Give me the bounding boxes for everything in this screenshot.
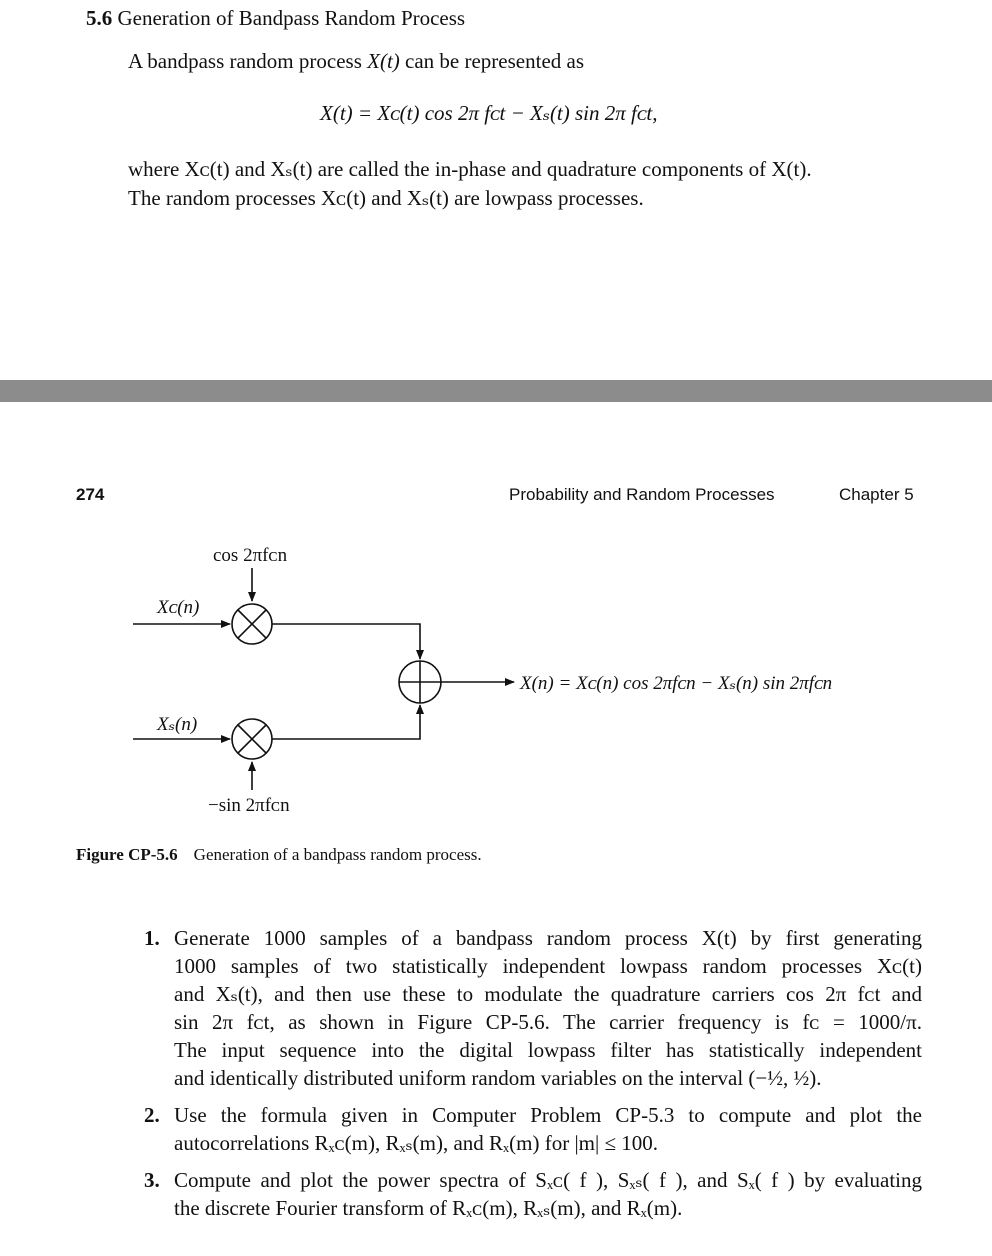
carrier-label-top: cos 2πfᴄn xyxy=(213,545,288,566)
input-label-top: Xᴄ(n) xyxy=(157,597,200,618)
section-title: Generation of Bandpass Random Process xyxy=(117,6,466,30)
problem-number: 2. xyxy=(144,1103,160,1127)
problem-list xyxy=(144,924,922,1231)
where-paragraph-line-1: where Xᴄ(t) and Xₛ(t) are called the in-phase and quadrature components of X(t). xyxy=(128,157,812,181)
problem-line: and Xₛ(t), and then use these to modulate the quadrature carriers cos 2π fᴄt and xyxy=(174,982,922,1006)
problem-number: 1. xyxy=(144,926,160,950)
intro-variable: X(t) xyxy=(367,49,400,73)
running-title: Probability and Random Processes xyxy=(509,485,775,504)
problem-line: Compute and plot the power spectra of Sₓᴄ( f ), Sₓₛ( f ), and Sₓ( f ) by evaluating xyxy=(174,1168,922,1192)
chapter-label: Chapter 5 xyxy=(839,485,914,504)
input-label-bottom: Xₛ(n) xyxy=(157,714,198,735)
caption-text: Generation of a bandpass random process. xyxy=(193,845,482,864)
problem-line: Use the formula given in Computer Problem CP-5.3 to compute and plot the xyxy=(174,1103,922,1127)
caption-label: Figure CP-5.6 xyxy=(76,845,178,864)
path-bottom-to-summer xyxy=(272,705,420,739)
problem-line: 1000 samples of two statistically independent lowpass random processes Xᴄ(t) xyxy=(174,954,922,978)
problem-line: and identically distributed uniform random variables on the interval (−½, ½). xyxy=(174,1066,822,1090)
where-paragraph-line-2: The random processes Xᴄ(t) and Xₛ(t) are lowpass processes. xyxy=(128,186,644,210)
figure-caption xyxy=(76,845,482,865)
problem-line: The input sequence into the digital lowpass filter has statistically independent xyxy=(174,1038,922,1062)
bandpass-equation: X(t) = Xᴄ(t) cos 2π fᴄt − Xₛ(t) sin 2π fᴄt, xyxy=(320,101,658,125)
problem-line: the discrete Fourier transform of Rₓᴄ(m), Rₓₛ(m), and Rₓ(m). xyxy=(174,1196,683,1220)
problem-item-1 xyxy=(144,924,922,1092)
problem-line: autocorrelations Rₓᴄ(m), Rₓₛ(m), and Rₓ(m) for |m| ≤ 100. xyxy=(174,1131,658,1155)
problem-item-3 xyxy=(144,1166,922,1222)
problem-line: sin 2π fᴄt, as shown in Figure CP-5.6. The carrier frequency is fᴄ = 1000/π. xyxy=(174,1010,922,1034)
problem-line: Generate 1000 samples of a bandpass random process X(t) by first generating xyxy=(174,926,922,950)
problem-number: 3. xyxy=(144,1168,160,1192)
path-top-to-summer xyxy=(272,624,420,659)
section-number: 5.6 xyxy=(86,6,113,30)
intro-text-pre: A bandpass random process xyxy=(128,49,368,73)
intro-text-post: can be represented as xyxy=(399,49,585,73)
page-number: 274 xyxy=(76,485,105,504)
carrier-label-bottom: −sin 2πfᴄn xyxy=(208,795,290,816)
problem-item-2 xyxy=(144,1101,922,1157)
output-label: X(n) = Xᴄ(n) cos 2πfᴄn − Xₛ(n) sin 2πfᴄn xyxy=(520,673,833,694)
